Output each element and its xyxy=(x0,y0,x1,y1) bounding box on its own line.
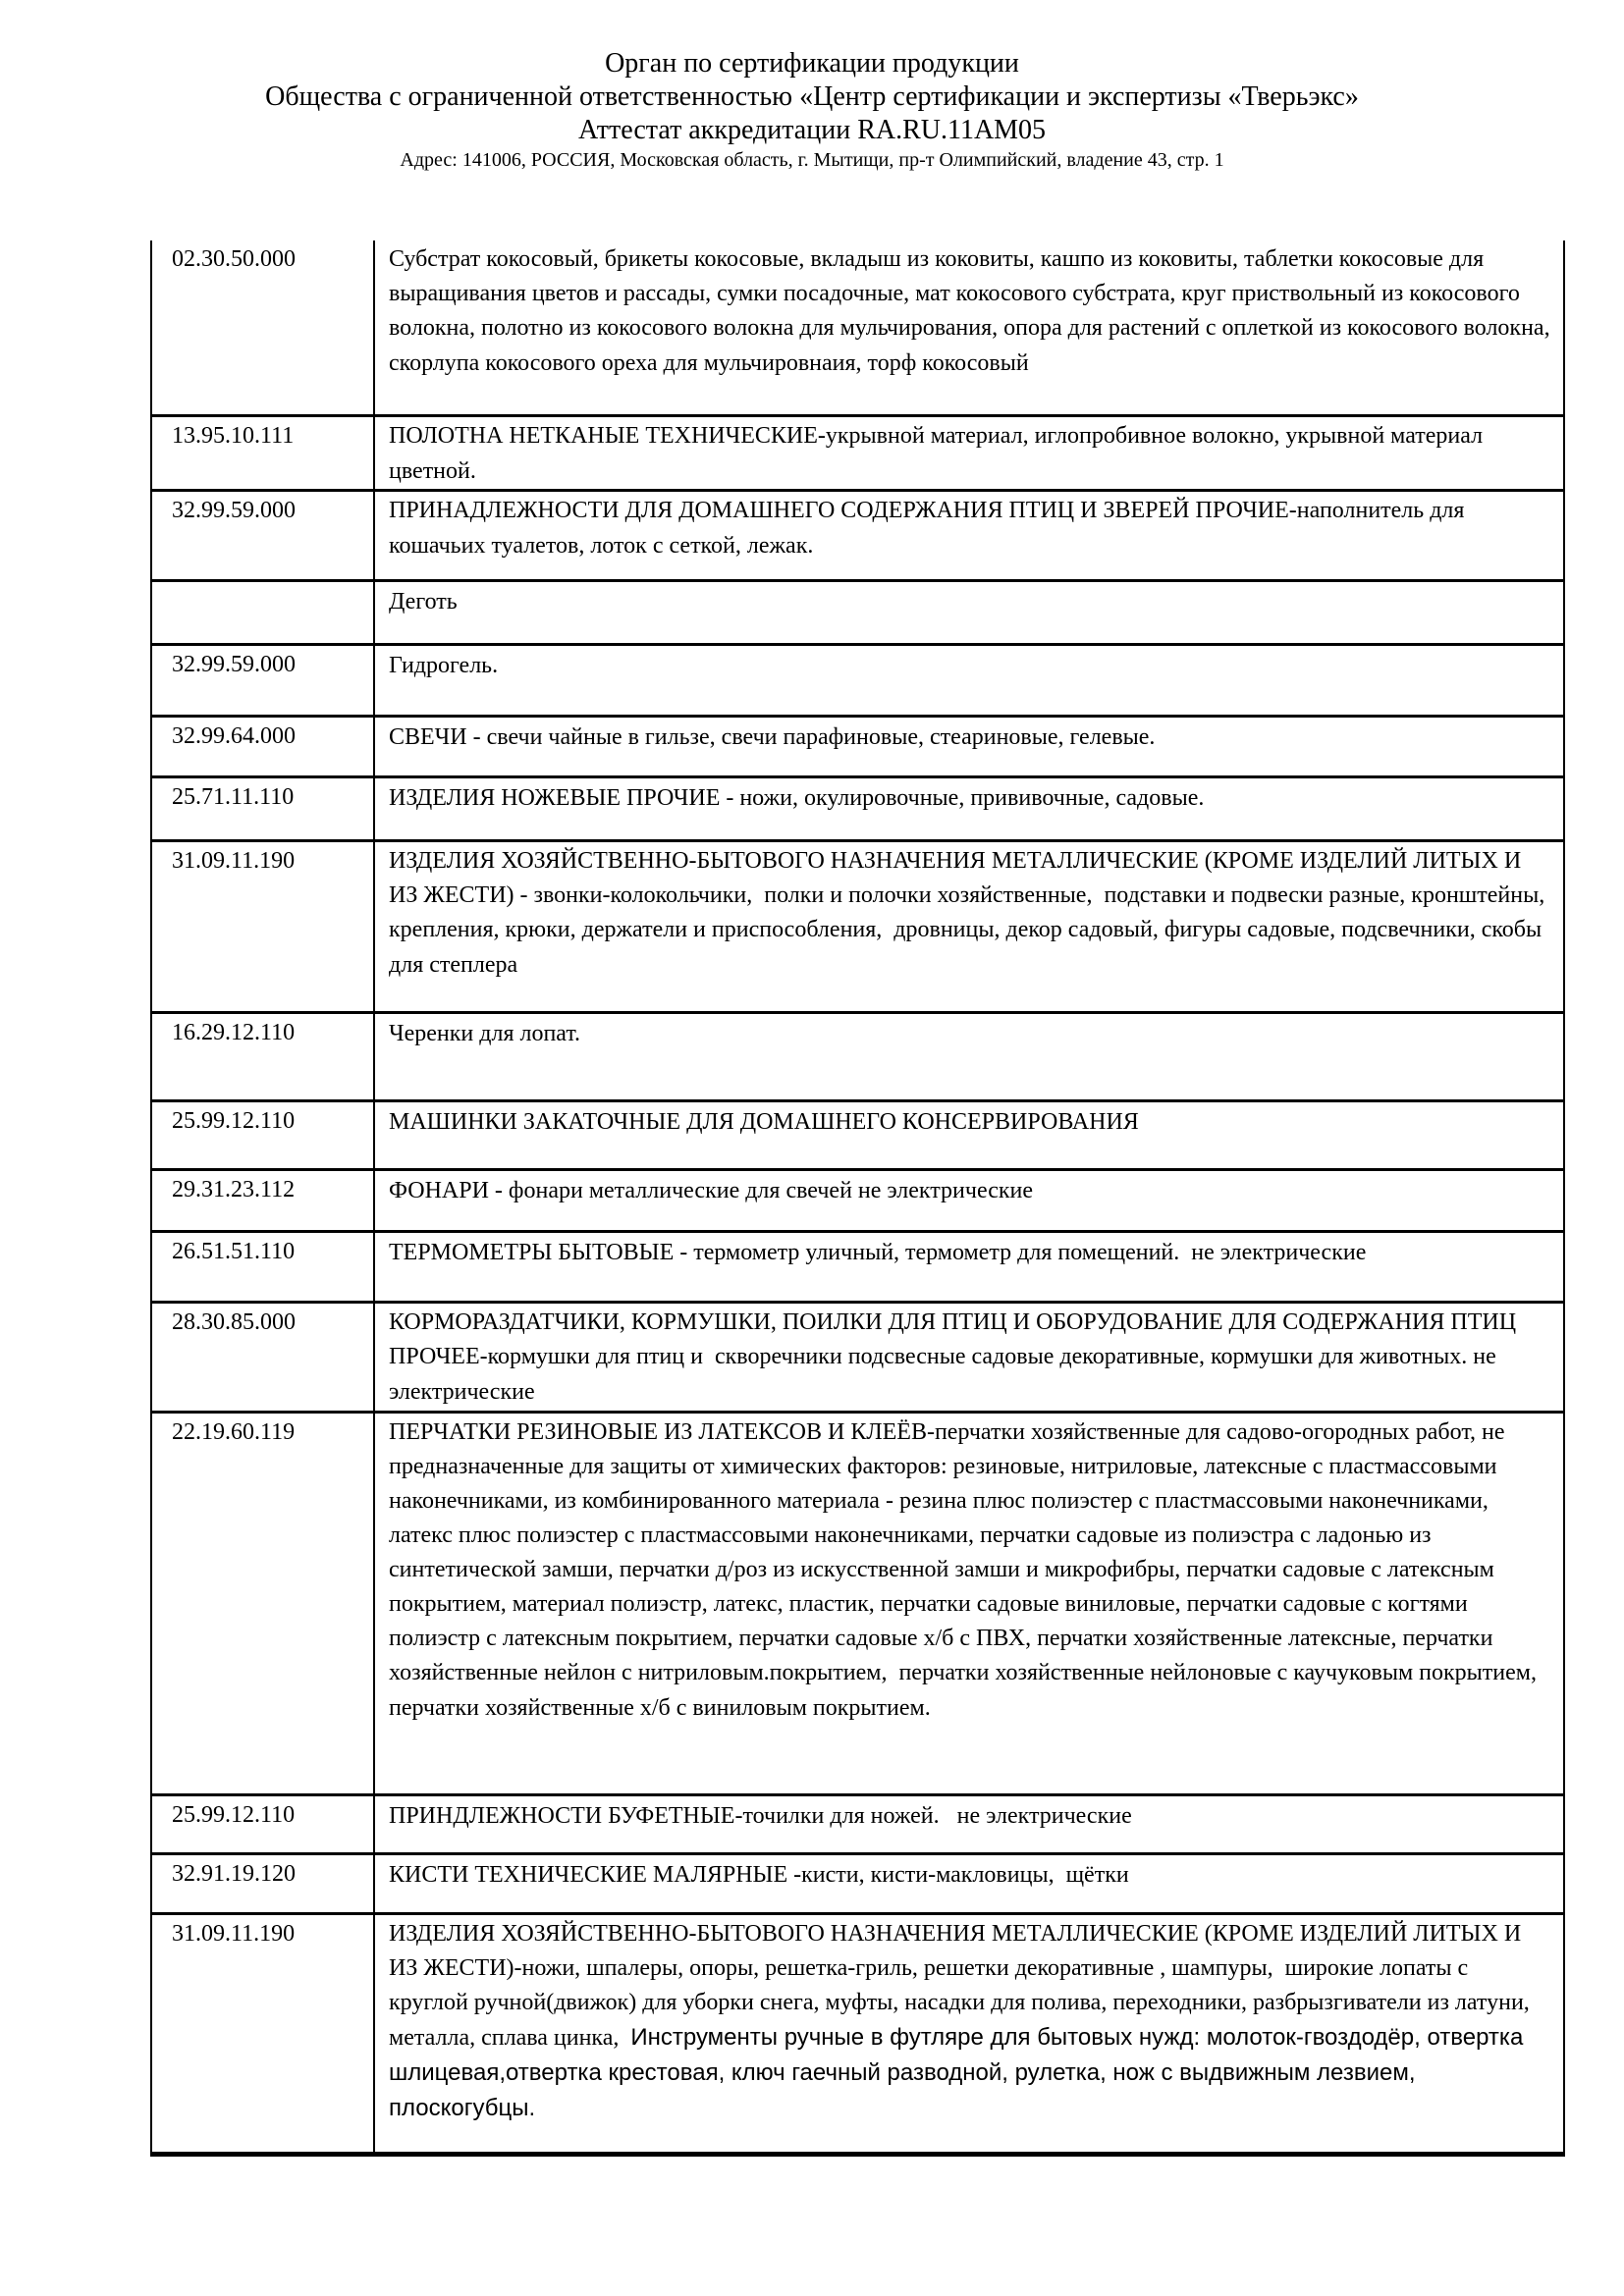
product-description xyxy=(374,716,1564,776)
product-code: 22.19.60.119 xyxy=(151,1412,374,1794)
description-text: ПЕРЧАТКИ РЕЗИНОВЫЕ ИЗ ЛАТЕКСОВ И КЛЕЁВ-перчатки хозяйственные для садово-огородных работ, не предназначенные для защиты от химических факторов: резиновые, нитриловые, латексные с пластмассовыми наконечниками, из комбинированного материала - резина плюс полиэстер с пластмассовыми наконечниками, латекс плюс полиэстер с пластмассовыми наконечниками, перчатки садовые из полиэстра с ладонью из синтетической замши, перчатки д/роз из искусственной замши и микрофибры, перчатки садовые с латексным покрытием, материал полиэстр, латекс, пластик, перчатки садовые виниловые, перчатки садовые с когтями полиэстр с латексным покрытием, перчатки садовые х/б с ПВХ, перчатки хозяйственные латексные, перчатки хозяйственные нейлон с нитриловым.покрытием, перчатки хозяйственные нейлоновые с каучуковым покрытием, перчатки хозяйственные х/б с виниловым покрытием. xyxy=(389,1418,1543,1721)
product-description xyxy=(374,1412,1564,1794)
product-description xyxy=(374,644,1564,716)
description-text: ПРИНАДЛЕЖНОСТИ ДЛЯ ДОМАШНЕГО СОДЕРЖАНИЯ ПТИЦ И ЗВЕРЕЙ ПРОЧИЕ-наполнитель для кошачьих туалетов, лоток с сеткой, лежак. xyxy=(389,497,1471,559)
product-description xyxy=(374,840,1564,1012)
product-description xyxy=(374,1794,1564,1853)
table-row xyxy=(151,840,1564,1012)
product-description xyxy=(374,1913,1564,2154)
table-row xyxy=(151,716,1564,776)
table-row xyxy=(151,580,1564,644)
product-code: 25.99.12.110 xyxy=(151,1794,374,1853)
product-code: 32.99.59.000 xyxy=(151,490,374,580)
product-code: 25.71.11.110 xyxy=(151,776,374,840)
product-code: 29.31.23.112 xyxy=(151,1169,374,1231)
description-text: СВЕЧИ - свечи чайные в гильзе, свечи парафиновые, стеариновые, гелевые. xyxy=(389,723,1156,750)
table-row xyxy=(151,490,1564,580)
product-description xyxy=(374,776,1564,840)
description-text: Субстрат кокосовый, брикеты кокосовые, вкладыш из коковиты, кашпо из коковиты, таблетки кокосовые для выращивания цветов и рассады, сумки посадочные, мат кокосового субстрата, круг приствольный из кокосового волокна, полотно из кокосового волокна для мульчирования, опора для растений с оплеткой из кокосового волокна, скорлупа кокосового ореха для мульчировнаия, торф кокосовый xyxy=(389,246,1556,376)
product-code: 32.99.59.000 xyxy=(151,644,374,716)
table-row xyxy=(151,240,1564,415)
product-code: 28.30.85.000 xyxy=(151,1302,374,1412)
product-code: 13.95.10.111 xyxy=(151,415,374,490)
products-table-body xyxy=(151,240,1564,2154)
product-code: 25.99.12.110 xyxy=(151,1100,374,1169)
product-code: 31.09.11.190 xyxy=(151,840,374,1012)
table-row xyxy=(151,1302,1564,1412)
description-text: ТЕРМОМЕТРЫ БЫТОВЫЕ - термометр уличный, термометр для помещений. не электрические xyxy=(389,1239,1367,1265)
description-text: ИЗДЕЛИЯ ХОЗЯЙСТВЕННО-БЫТОВОГО НАЗНАЧЕНИЯ МЕТАЛЛИЧЕСКИЕ (КРОМЕ ИЗДЕЛИЙ ЛИТЫХ И ИЗ ЖЕСТИ) - звонки-колокольчики, полки и полочки хозяйственные, подставки и подвески разные, кронштейны, крепления, крюки, держатели и приспособления, дровницы, декор садовый, фигуры садовые, подсвечники, скобы для степлера xyxy=(389,847,1551,978)
table-row xyxy=(151,644,1564,716)
product-description xyxy=(374,490,1564,580)
description-text: ПОЛОТНА НЕТКАНЫЕ ТЕХНИЧЕСКИЕ-укрывной материал, иглопробивное волокно, укрывной материал цветной. xyxy=(389,422,1489,484)
description-text: ПРИНДЛЕЖНОСТИ БУФЕТНЫЕ-точилки для ножей. не электрические xyxy=(389,1802,1132,1829)
product-code: 26.51.51.110 xyxy=(151,1231,374,1302)
description-text: ИЗДЕЛИЯ ХОЗЯЙСТВЕННО-БЫТОВОГО НАЗНАЧЕНИЯ МЕТАЛЛИЧЕСКИЕ (КРОМЕ ИЗДЕЛИЙ ЛИТЫХ И ИЗ ЖЕСТИ)-ножи, шпалеры, опоры, решетка-гриль, решетки декоративные , шампуры, широкие лопаты с круглой ручной(движок) для уборки снега, муфты, насадки для полива, переходники, разбрызгиватели из латуни, металла, сплава цинка, xyxy=(389,1920,1536,2051)
description-text: Гидрогель. xyxy=(389,652,499,678)
table-row xyxy=(151,1012,1564,1100)
description-text: Деготь xyxy=(389,588,458,614)
table-row xyxy=(151,1913,1564,2154)
table-row xyxy=(151,1100,1564,1169)
product-code xyxy=(151,580,374,644)
header-address: Адрес: 141006, РОССИЯ, Московская область, г. Мытищи, пр-т Олимпийский, владение 43, стр. 1 xyxy=(400,149,1224,171)
product-code: 02.30.50.000 xyxy=(151,240,374,415)
description-text: МАШИНКИ ЗАКАТОЧНЫЕ ДЛЯ ДОМАШНЕГО КОНСЕРВИРОВАНИЯ xyxy=(389,1108,1139,1135)
certified-products-table xyxy=(150,240,1565,2157)
product-code: 32.99.64.000 xyxy=(151,716,374,776)
product-description xyxy=(374,580,1564,644)
table-row xyxy=(151,415,1564,490)
table-row xyxy=(151,1412,1564,1794)
product-description xyxy=(374,1100,1564,1169)
description-text: КИСТИ ТЕХНИЧЕСКИЕ МАЛЯРНЫЕ -кисти, кисти-макловицы, щётки xyxy=(389,1861,1129,1888)
description-text-sans: Инструменты ручные в футляре для бытовых нужд: молоток-гвоздодёр, отвертка шлицевая,отвертка крестовая, ключ гаечный разводной, рулетка, нож с выдвижным лезвием, плоскогубцы. xyxy=(389,2023,1530,2121)
product-description xyxy=(374,415,1564,490)
header-org-type: Орган по сертификации продукции xyxy=(605,48,1019,79)
header-org-name: Общества с ограниченной ответственностью «Центр сертификации и экспертизы «Тверьэкс» xyxy=(265,81,1359,112)
table-row xyxy=(151,1853,1564,1913)
description-text: КОРМОРАЗДАТЧИКИ, КОРМУШКИ, ПОИЛКИ ДЛЯ ПТИЦ И ОБОРУДОВАНИЕ ДЛЯ СОДЕРЖАНИЯ ПТИЦ ПРОЧЕЕ-кормушки для птиц и скворечники подсвесные садовые декоративные, кормушки для животных. не электрические xyxy=(389,1308,1523,1405)
product-description xyxy=(374,240,1564,415)
table-row xyxy=(151,1169,1564,1231)
product-code: 16.29.12.110 xyxy=(151,1012,374,1100)
table-row xyxy=(151,1794,1564,1853)
product-description xyxy=(374,1231,1564,1302)
certification-body-header xyxy=(0,47,1624,174)
header-accreditation-number: Аттестат аккредитации RA.RU.11АМ05 xyxy=(577,115,1047,145)
table-row xyxy=(151,1231,1564,1302)
product-description xyxy=(374,1169,1564,1231)
product-code: 31.09.11.190 xyxy=(151,1913,374,2154)
description-text: ФОНАРИ - фонари металлические для свечей не электрические xyxy=(389,1177,1034,1203)
product-code: 32.91.19.120 xyxy=(151,1853,374,1913)
table-row xyxy=(151,776,1564,840)
product-description xyxy=(374,1302,1564,1412)
product-description xyxy=(374,1012,1564,1100)
description-text: Черенки для лопат. xyxy=(389,1020,581,1046)
product-description xyxy=(374,1853,1564,1913)
description-text: ИЗДЕЛИЯ НОЖЕВЫЕ ПРОЧИЕ - ножи, окулировочные, прививочные, садовые. xyxy=(389,784,1205,811)
